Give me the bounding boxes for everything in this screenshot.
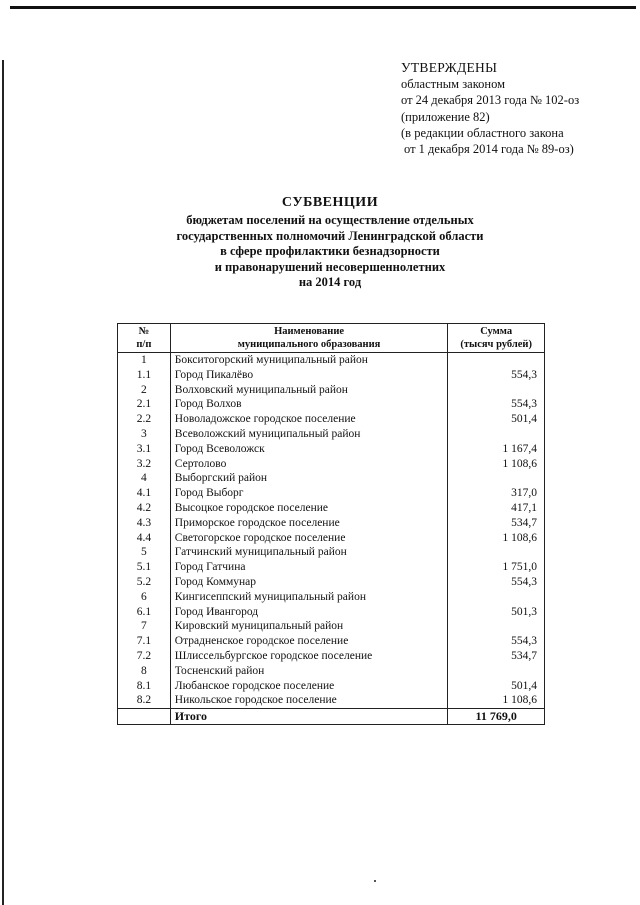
table-row — [118, 397, 545, 412]
scan-border-top — [10, 6, 636, 9]
row-number: 1.1 — [118, 368, 171, 383]
row-value: 554,3 — [448, 397, 545, 412]
row-name: Шлиссельбургское городское поселение — [170, 649, 448, 664]
row-value — [448, 353, 545, 368]
row-value: 1 751,0 — [448, 560, 545, 575]
row-value — [448, 664, 545, 679]
row-number: 7 — [118, 619, 171, 634]
row-name: Город Пикалёво — [170, 368, 448, 383]
table-row — [118, 634, 545, 649]
row-name: Отрадненское городское поселение — [170, 634, 448, 649]
row-number: 5.2 — [118, 575, 171, 590]
row-value: 1 108,6 — [448, 531, 545, 546]
approval-line: (приложение 82) — [401, 109, 490, 124]
total-value: 11 769,0 — [448, 709, 545, 725]
row-number: 6 — [118, 590, 171, 605]
table-row — [118, 442, 545, 457]
table-row — [118, 575, 545, 590]
title-line: и правонарушений несовершеннолетних — [214, 259, 446, 274]
row-value: 1 108,6 — [448, 693, 545, 708]
row-name: Высоцкое городское поселение — [170, 501, 448, 516]
total-label: Итого — [170, 709, 448, 725]
row-number: 5.1 — [118, 560, 171, 575]
row-number: 4.3 — [118, 516, 171, 531]
row-number: 3 — [118, 427, 171, 442]
row-value: 501,4 — [448, 679, 545, 694]
row-value — [448, 471, 545, 486]
title-line: в сфере профилактики безнадзорности — [220, 244, 440, 258]
row-number: 2 — [118, 383, 171, 398]
subsidies-table — [117, 323, 545, 725]
row-name: Светогорское городское поселение — [170, 531, 448, 546]
row-number: 1 — [118, 353, 171, 368]
table-row — [118, 649, 545, 664]
total-number-cell — [118, 709, 171, 725]
table-row — [118, 353, 545, 368]
row-value: 534,7 — [448, 516, 545, 531]
row-value: 554,3 — [448, 575, 545, 590]
row-name: Волховский муниципальный район — [170, 383, 448, 398]
row-value: 501,4 — [448, 412, 545, 427]
row-value — [448, 619, 545, 634]
row-number: 8.2 — [118, 693, 171, 708]
row-value: 554,3 — [448, 368, 545, 383]
approval-line: областным законом — [401, 77, 506, 92]
row-value: 1 108,6 — [448, 457, 545, 472]
table-row — [118, 457, 545, 472]
title-main: СУБВЕНЦИИ — [281, 195, 379, 210]
table-row — [118, 679, 545, 694]
row-name: Город Волхов — [170, 397, 448, 412]
row-value — [448, 590, 545, 605]
row-name: Город Коммунар — [170, 575, 448, 590]
row-name: Гатчинский муниципальный район — [170, 545, 448, 560]
table-header-row — [118, 324, 545, 353]
row-number: 4 — [118, 471, 171, 486]
header-sum-line2: (тысяч рублей) — [460, 339, 532, 350]
table-row — [118, 368, 545, 383]
table-row — [118, 531, 545, 546]
row-value — [448, 545, 545, 560]
row-name: Тосненский район — [170, 664, 448, 679]
scan-speck — [374, 880, 376, 882]
approval-line: (в редакции областного закона — [401, 125, 564, 140]
row-name: Бокситогорский муниципальный район — [170, 353, 448, 368]
row-number: 2.1 — [118, 397, 171, 412]
row-name: Кингисеппский муниципальный район — [170, 590, 448, 605]
approval-heading: УТВЕРЖДЕНЫ — [401, 60, 498, 75]
table-row — [118, 619, 545, 634]
row-number: 5 — [118, 545, 171, 560]
row-number: 7.1 — [118, 634, 171, 649]
table-row — [118, 545, 545, 560]
row-name: Никольское городское поселение — [170, 693, 448, 708]
table-row — [118, 590, 545, 605]
approval-stamp — [401, 60, 579, 157]
row-value: 501,3 — [448, 605, 545, 620]
row-name: Всеволожский муниципальный район — [170, 427, 448, 442]
row-number: 6.1 — [118, 605, 171, 620]
row-value: 534,7 — [448, 649, 545, 664]
row-name: Новоладожское городское поселение — [170, 412, 448, 427]
header-sum-line1: Сумма — [480, 326, 513, 337]
row-value — [448, 383, 545, 398]
row-number: 4.1 — [118, 486, 171, 501]
row-value: 417,1 — [448, 501, 545, 516]
document-title — [120, 194, 540, 291]
row-name: Сертолово — [170, 457, 448, 472]
row-value: 1 167,4 — [448, 442, 545, 457]
header-number-line2: п/п — [136, 339, 152, 350]
row-number: 4.4 — [118, 531, 171, 546]
table-row — [118, 516, 545, 531]
row-number: 8.1 — [118, 679, 171, 694]
row-value: 554,3 — [448, 634, 545, 649]
table-row — [118, 486, 545, 501]
scan-border-left — [2, 60, 4, 905]
table-row — [118, 471, 545, 486]
row-name: Выборгский район — [170, 471, 448, 486]
row-name: Город Ивангород — [170, 605, 448, 620]
table-row — [118, 501, 545, 516]
title-line: государственных полномочий Ленинградской области — [176, 228, 484, 243]
title-line: бюджетам поселений на осуществление отдельных — [186, 213, 474, 227]
row-name: Город Всеволожск — [170, 442, 448, 457]
row-value — [448, 427, 545, 442]
approval-line: от 24 декабря 2013 года № 102-оз — [401, 93, 580, 108]
table-row — [118, 412, 545, 427]
row-value: 317,0 — [448, 486, 545, 501]
row-name: Любанское городское поселение — [170, 679, 448, 694]
header-number — [118, 324, 171, 353]
table-row — [118, 605, 545, 620]
approval-line: от 1 декабря 2014 года № 89-оз) — [404, 142, 574, 157]
table-row — [118, 383, 545, 398]
header-name — [170, 324, 448, 353]
row-name: Приморское городское поселение — [170, 516, 448, 531]
table-row — [118, 560, 545, 575]
row-number: 8 — [118, 664, 171, 679]
table-row — [118, 427, 545, 442]
header-name-line1: Наименование — [274, 326, 345, 337]
row-name: Город Выборг — [170, 486, 448, 501]
row-number: 3.2 — [118, 457, 171, 472]
table-row — [118, 664, 545, 679]
table-row — [118, 693, 545, 708]
row-name: Город Гатчина — [170, 560, 448, 575]
total-row — [118, 709, 545, 725]
row-number: 3.1 — [118, 442, 171, 457]
header-sum — [448, 324, 545, 353]
title-line: на 2014 год — [298, 275, 362, 289]
header-name-line2: муниципального образования — [237, 339, 381, 350]
row-number: 4.2 — [118, 501, 171, 516]
row-name: Кировский муниципальный район — [170, 619, 448, 634]
row-number: 7.2 — [118, 649, 171, 664]
row-number: 2.2 — [118, 412, 171, 427]
header-number-line1: № — [138, 326, 150, 337]
